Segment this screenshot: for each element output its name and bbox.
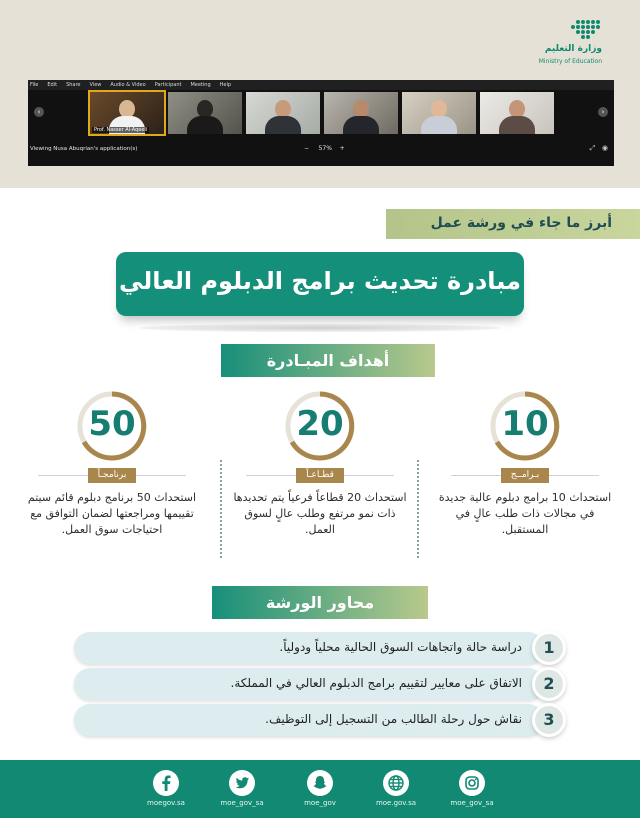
title-box xyxy=(116,252,524,316)
instagram-link[interactable] xyxy=(432,770,512,807)
participant-torso xyxy=(343,116,379,134)
goal-number: 10 xyxy=(501,404,549,444)
sharing-status: Viewing Nusa Abuqrian's application(s) xyxy=(30,146,138,152)
goals-heading: أهداف المبـادرة xyxy=(266,351,390,370)
axis-number: 2 xyxy=(532,667,566,701)
footer xyxy=(0,760,640,818)
ministry-logo-icon xyxy=(522,18,602,40)
logo-english-text: Ministry of Education xyxy=(538,58,602,65)
logo-arabic-text: وزارة التعليم xyxy=(544,44,602,54)
page-title: مبادرة تحديث برامج الدبلوم العالي xyxy=(119,267,521,295)
fit-window-icon[interactable]: ⤢ xyxy=(589,144,596,152)
goal-stat-50 xyxy=(24,390,200,570)
menu-audio-video[interactable]: Audio & Video xyxy=(110,82,146,88)
next-participants-button[interactable] xyxy=(598,107,608,117)
website-link[interactable] xyxy=(356,770,436,807)
participant-tile[interactable] xyxy=(480,92,554,134)
axis-item xyxy=(74,668,566,700)
axes-heading-bar xyxy=(212,586,428,619)
goal-unit-badge: قطـاعـاً xyxy=(296,468,344,483)
participant-tile[interactable] xyxy=(402,92,476,134)
subtitle-banner xyxy=(386,209,640,239)
participant-tile-active[interactable] xyxy=(90,92,164,134)
participant-torso xyxy=(187,116,223,134)
goal-description: استحداث 50 برنامج دبلوم قائم سيتم تقييمها ومراجعتها لضمان التوافق مع احتياجات سوق العمل. xyxy=(27,491,197,536)
column-divider xyxy=(417,460,419,558)
zoom-control xyxy=(304,145,345,152)
participant-torso xyxy=(265,116,301,134)
axes-heading: محاور الورشة xyxy=(265,593,375,612)
participant-tiles xyxy=(90,92,554,136)
snapchat-link[interactable] xyxy=(280,770,360,807)
menu-meeting[interactable]: Meeting xyxy=(190,82,211,88)
goal-number: 50 xyxy=(88,404,136,444)
facebook-label: moegov.sa xyxy=(147,799,185,807)
axis-text: الاتفاق على معايير لتقييم برامج الدبلوم العالي في المملكة. xyxy=(230,676,522,690)
axis-item xyxy=(74,704,566,736)
participant-torso xyxy=(499,116,535,134)
meeting-menu-bar xyxy=(28,80,614,90)
participant-tile[interactable] xyxy=(246,92,320,134)
title-shadow xyxy=(140,324,500,332)
menu-edit[interactable]: Edit xyxy=(47,82,58,88)
participant-torso xyxy=(421,116,457,134)
menu-participant[interactable]: Participant xyxy=(154,82,182,88)
window-controls xyxy=(590,144,608,153)
zoom-in-button[interactable]: + xyxy=(339,145,345,152)
active-speaker-name: Prof. Nasser Al-Aqeeli xyxy=(94,127,148,133)
column-divider xyxy=(220,460,222,558)
twitter-label: moe_gov_sa xyxy=(220,799,264,807)
instagram-icon xyxy=(459,770,485,796)
goals-heading-bar xyxy=(221,344,435,377)
zoom-level: 57% xyxy=(318,145,332,152)
twitter-icon xyxy=(229,770,255,796)
participant-tile[interactable] xyxy=(324,92,398,134)
meeting-window xyxy=(28,80,614,166)
snapchat-label: moe_gov xyxy=(304,799,336,807)
axis-text: دراسة حالة واتجاهات السوق الحالية محلياً ودولياً. xyxy=(279,640,522,654)
facebook-icon xyxy=(153,770,179,796)
facebook-link[interactable] xyxy=(126,770,206,807)
instagram-label: moe_gov_sa xyxy=(450,799,494,807)
goal-description: استحداث 20 قطاعاً فرعياً يتم تحديدها ذات نمو مرتفع وطلب عالٍ لسوق العمل. xyxy=(233,491,407,536)
menu-file[interactable]: File xyxy=(30,82,39,88)
zoom-out-button[interactable]: − xyxy=(304,145,310,152)
goal-number: 20 xyxy=(296,404,344,444)
prev-participants-button[interactable] xyxy=(34,107,44,117)
view-options-icon[interactable]: ◉ xyxy=(601,144,608,152)
goal-description: استحداث 10 برامج دبلوم عالية جديدة في مجالات ذات طلب عالٍ في المستقبل. xyxy=(438,491,612,536)
chevron-right-icon: › xyxy=(601,108,605,116)
globe-icon xyxy=(383,770,409,796)
subtitle-text: أبرز ما جاء في ورشة عمل xyxy=(430,215,612,231)
chevron-left-icon: ‹ xyxy=(37,108,41,116)
ministry-logo xyxy=(522,18,602,70)
twitter-link[interactable] xyxy=(202,770,282,807)
axis-text: نقاش حول رحلة الطالب من التسجيل إلى التوظيف. xyxy=(265,712,522,726)
participant-tile[interactable] xyxy=(168,92,242,134)
header-band xyxy=(0,0,640,188)
menu-help[interactable]: Help xyxy=(219,82,232,88)
goal-stat-10 xyxy=(437,390,613,570)
goal-unit-badge: بـرامــج xyxy=(501,468,549,483)
goal-unit-badge: برنامجـاً xyxy=(88,468,136,483)
website-label: moe.gov.sa xyxy=(375,799,417,807)
goal-stat-20 xyxy=(232,390,408,570)
menu-view[interactable]: View xyxy=(89,82,102,88)
menu-share[interactable]: Share xyxy=(66,82,81,88)
axis-number: 1 xyxy=(532,631,566,665)
axis-item xyxy=(74,632,566,664)
snapchat-icon xyxy=(307,770,333,796)
axis-number: 3 xyxy=(532,703,566,737)
